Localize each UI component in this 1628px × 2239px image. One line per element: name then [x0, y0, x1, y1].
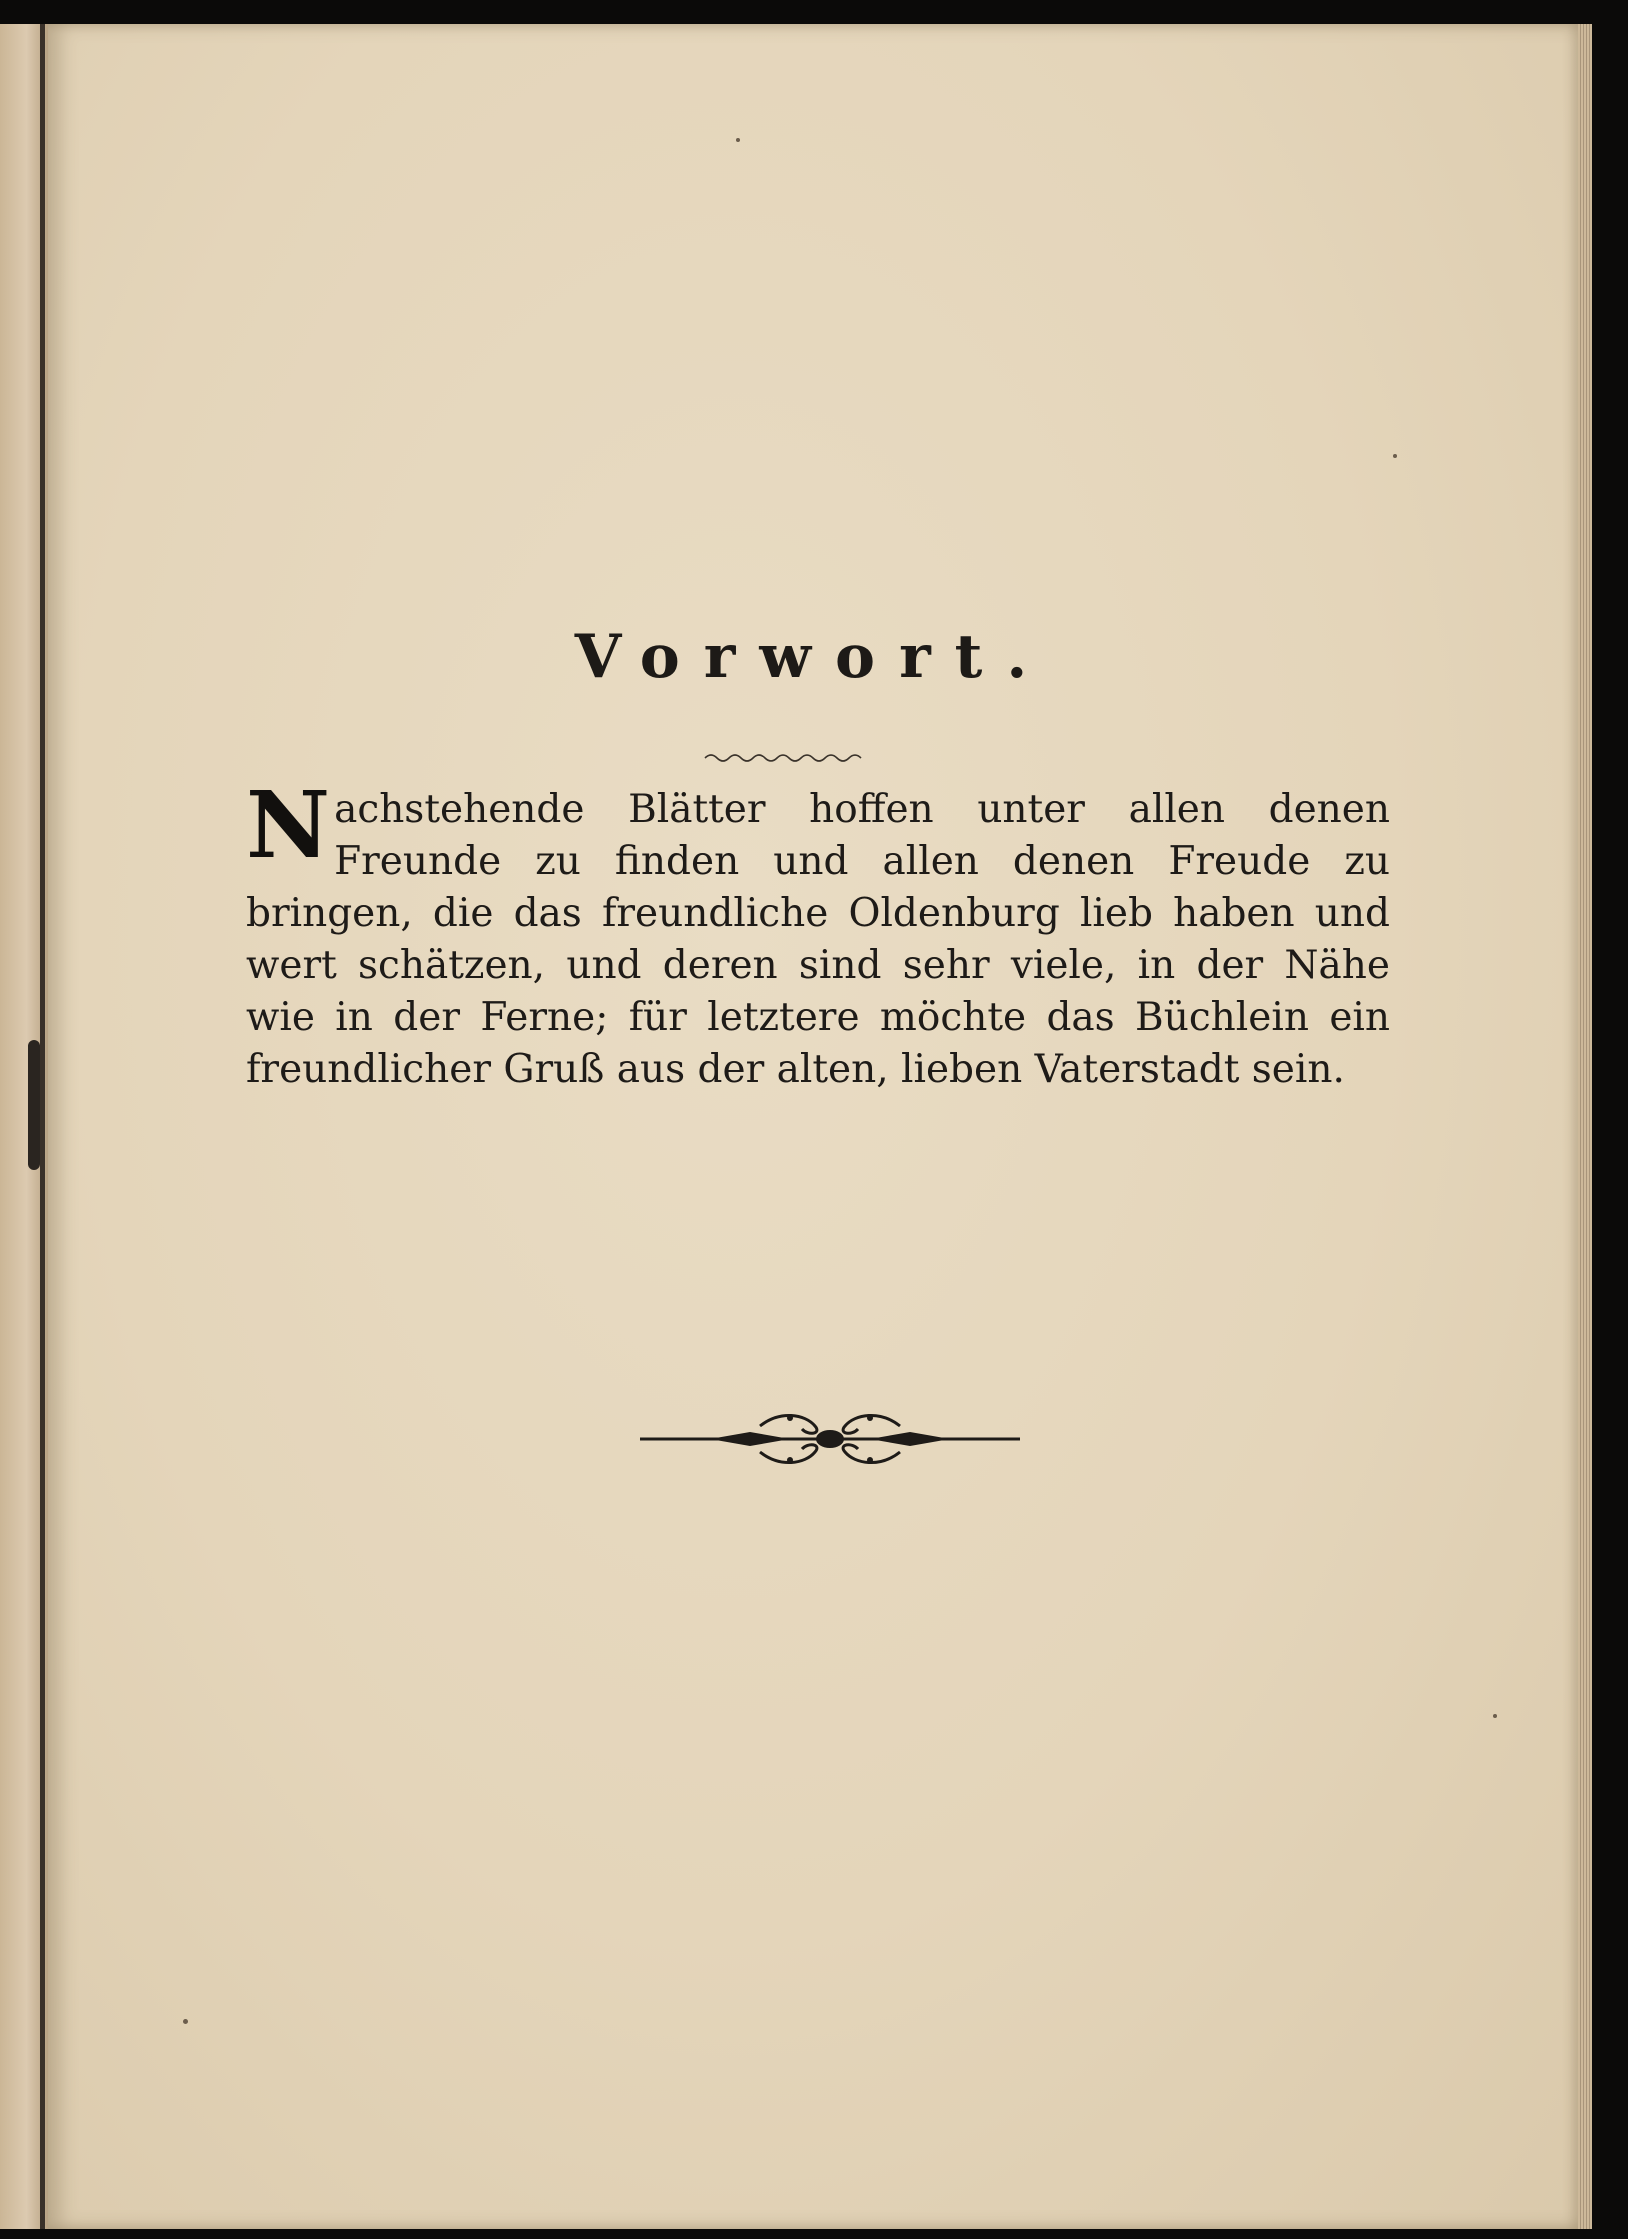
scroll-ornament-icon	[640, 1404, 1020, 1474]
preface-text: achstehende Blätter hoffen unter allen denen Freunde zu finden und allen denen Freude zu bringen, die das freundliche Oldenburg lieb haben und wert schätzen, und deren sind sehr viele, in der Nähe wie in der Ferne; für letztere möchte das Büchlein ein freundlicher Gruß aus der alten, lieben Vaterstadt sein.	[246, 787, 1390, 1092]
paper-speck	[736, 138, 740, 142]
binding-edge	[40, 24, 45, 2229]
page-edges	[1578, 24, 1592, 2229]
paper-speck	[1393, 454, 1397, 458]
paper-speck	[183, 2019, 188, 2024]
book-page	[48, 24, 1578, 2229]
wavy-line-icon	[703, 749, 863, 767]
page-heading: Vorwort.	[574, 622, 1052, 692]
paper-speck	[1493, 1714, 1497, 1718]
drop-cap: N	[246, 771, 331, 879]
preface-paragraph	[246, 771, 1390, 1096]
binding-mark	[28, 1040, 40, 1170]
